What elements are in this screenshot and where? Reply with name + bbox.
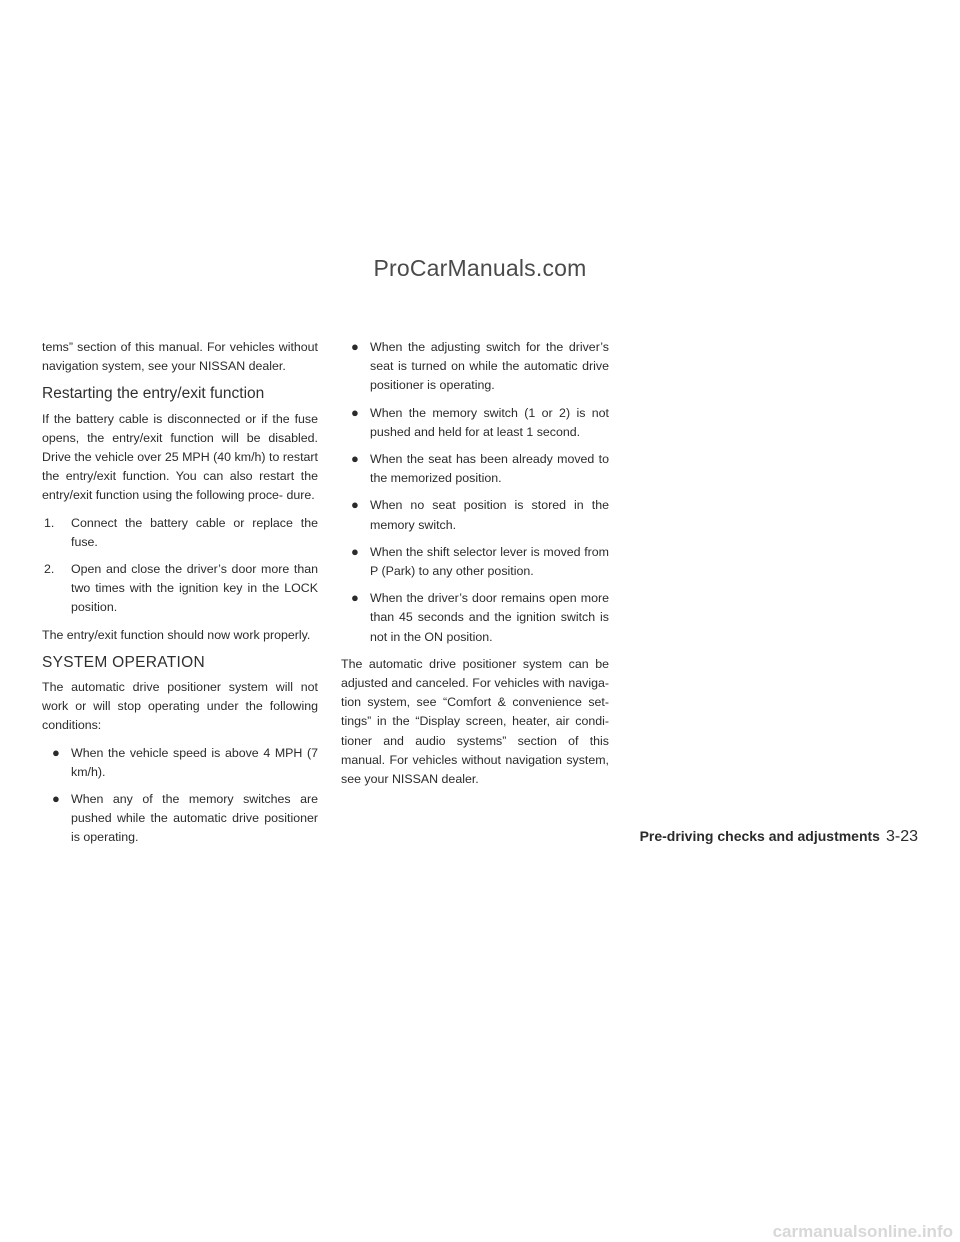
restart-result: The entry/exit function should now work properly.	[42, 627, 311, 642]
closing-paragraph: The automatic drive positioner system can be adjusted and canceled. For vehicles with naviga- tion system, see “Comfort & convenience set- tings” in the “Display screen, heater, air condi- tioner and audio systems” section of this manual. For vehicles without navigation system, see your NISSAN dealer.	[341, 656, 609, 787]
list-item-text: When any of the memory switches are pushed while the automatic drive positioner is operating.	[71, 792, 318, 845]
step-text: Open and close the driver’s door more than two times with the ignition key in the LOCK position.	[71, 562, 318, 615]
list-item	[42, 790, 318, 848]
list-item-text: When the vehicle speed is above 4 MPH (7 km/h).	[71, 745, 318, 779]
list-item	[341, 543, 609, 581]
system-paragraph: The automatic drive positioner system will not work or will stop operating under the following conditions:	[42, 680, 318, 733]
list-item	[341, 450, 609, 488]
list-item-text: When the shift selector lever is moved from P (Park) to any other position.	[370, 544, 609, 579]
right-column	[341, 338, 609, 797]
intro-paragraph: tems” section of this manual. For vehicles without navigation system, see your NISSAN dealer.	[42, 340, 318, 374]
list-item	[341, 338, 609, 396]
bullet-icon: ●	[351, 497, 359, 513]
condition-list-right	[341, 338, 609, 647]
restart-steps	[42, 514, 318, 618]
footer-section-title: Pre-driving checks and adjustments	[639, 828, 880, 844]
step-item	[42, 514, 318, 552]
list-item	[341, 496, 609, 534]
watermark-bottom: carmanualsonline.info	[772, 1222, 953, 1241]
page-number: 3-23	[885, 828, 918, 845]
restart-heading: Restarting the entry/exit function	[42, 385, 265, 403]
list-item-text: When the seat has been already moved to the memorized position.	[370, 452, 609, 486]
restart-paragraph: If the battery cable is disconnected or if the fuse opens, the entry/exit function will be disabled. Drive the vehicle over 25 MPH (40 km/h) to restart the entry/exit function. You can also restart the entry/exit function using the following proce- dure.	[42, 411, 318, 503]
list-item-text: When no seat position is stored in the memory switch.	[370, 498, 609, 532]
bullet-icon: ●	[351, 451, 359, 467]
page-footer	[586, 828, 918, 846]
bullet-icon: ●	[52, 791, 60, 807]
bullet-icon: ●	[351, 404, 359, 420]
bullet-icon: ●	[351, 543, 359, 559]
watermark-top: ProCarManuals.com	[373, 255, 587, 281]
list-item-text: When the driver’s door remains open more than 45 seconds and the ignition switch is not in the ON position.	[370, 591, 609, 644]
list-item	[341, 589, 609, 647]
list-item-text: When the adjusting switch for the driver’s seat is turned on while the automatic drive positioner is operating.	[370, 340, 609, 393]
list-item	[341, 404, 609, 442]
step-text: Connect the battery cable or replace the fuse.	[71, 515, 318, 549]
step-number: 1.	[44, 515, 55, 530]
condition-list-left	[42, 744, 318, 848]
list-item	[42, 744, 318, 782]
bullet-icon: ●	[351, 339, 359, 354]
step-item	[42, 560, 318, 618]
bullet-icon: ●	[52, 744, 60, 760]
left-column	[42, 338, 318, 856]
system-heading: SYSTEM OPERATION	[42, 653, 205, 671]
step-number: 2.	[44, 562, 55, 577]
list-item-text: When the memory switch (1 or 2) is not pushed and held for at least 1 second.	[370, 405, 609, 439]
bullet-icon: ●	[351, 590, 359, 606]
